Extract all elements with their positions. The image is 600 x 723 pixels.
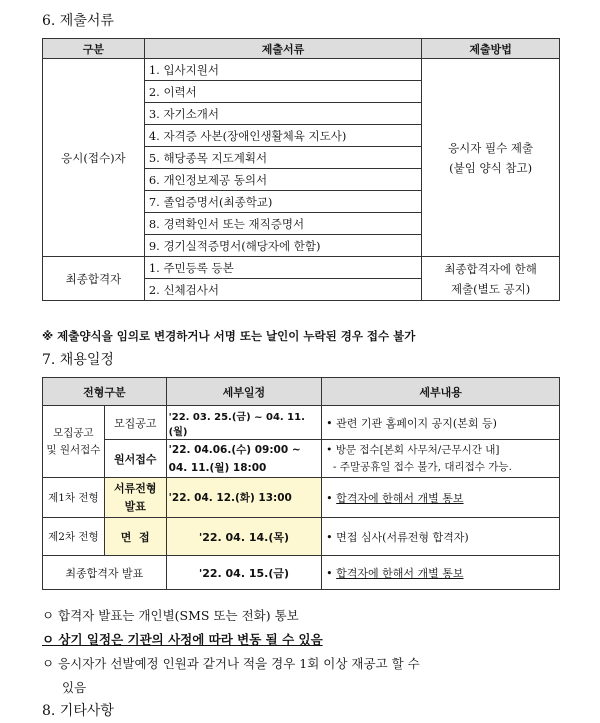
section-6-heading: 6. 제출서류	[42, 13, 114, 29]
detail-document-screening: • 합격자에 한해서 개별 통보	[322, 478, 560, 518]
schedule-application: '22. 04.06.(수) 09:00 ~ 04. 11.(월) 18:00	[166, 440, 322, 478]
group-recruitment-label: 모집공고 및 원서접수	[43, 406, 105, 478]
note-schedule-change: ㅇ 상기 일정은 기관의 사정에 따라 변동 될 수 있음	[42, 632, 323, 647]
document-item: 9. 경기실적증명서(해당자에 한함)	[144, 235, 421, 257]
section-7-heading: 7. 채용일정	[42, 352, 114, 368]
phase-second: 제2차 전형	[43, 518, 105, 556]
document-item: 3. 자기소개서	[144, 103, 421, 125]
header-method: 제출방법	[422, 39, 560, 59]
schedule-notice: '22. 03. 25.(금) ~ 04. 11.(월)	[166, 406, 322, 440]
detail-final-announcement: • 합격자에 한해서 개별 통보	[322, 556, 560, 590]
note-readvertise-cont: 있음	[62, 680, 87, 695]
phase-first: 제1차 전형	[43, 478, 105, 518]
submission-warning: ※ 제출양식을 임의로 변경하거나 서명 또는 날인이 누락된 경우 접수 불가	[42, 329, 416, 343]
document-item: 2. 이력서	[144, 81, 421, 103]
schedule-interview: '22. 04. 14.(목)	[166, 518, 322, 556]
final-method: 최종합격자에 한해 제출(별도 공지)	[422, 257, 560, 301]
note-readvertise: ㅇ 응시자가 선발예정 인원과 같거나 적을 경우 1회 이상 재공고 할 수	[42, 656, 420, 671]
document-item: 6. 개인정보제공 동의서	[144, 169, 421, 191]
stage-interview: 면 접	[104, 518, 166, 556]
schedule-final-announcement: '22. 04. 15.(금)	[166, 556, 322, 590]
detail-interview: • 면접 심사(서류전형 합격자)	[322, 518, 560, 556]
document-item: 4. 자격증 사본(장애인생활체육 지도사)	[144, 125, 421, 147]
header-phase: 전형구분	[43, 378, 167, 406]
document-item: 8. 경력확인서 또는 재직증명서	[144, 213, 421, 235]
document-item: 7. 졸업증명서(최종학교)	[144, 191, 421, 213]
section-8-heading: 8. 기타사항	[42, 703, 114, 719]
stage-application: 원서접수	[104, 440, 166, 478]
header-detail: 세부내용	[322, 378, 560, 406]
header-schedule: 세부일정	[166, 378, 322, 406]
note-result-notification: ㅇ 합격자 발표는 개인별(SMS 또는 전화) 통보	[42, 608, 299, 623]
header-category: 구분	[43, 39, 145, 59]
group-final-label: 최종합격자	[43, 257, 145, 301]
stage-final-announcement: 최종합격자 발표	[43, 556, 167, 590]
schedule-table	[42, 377, 560, 590]
detail-application: • 방문 접수[본회 사무처/근무시간 내] - 주말공휴일 접수 불가, 대리접수 가능.	[322, 440, 560, 478]
header-documents: 제출서류	[144, 39, 421, 59]
document-item: 5. 해당종목 지도계획서	[144, 147, 421, 169]
group-applicant-label: 응시(접수)자	[43, 59, 145, 257]
stage-document-screening: 서류전형 발표	[104, 478, 166, 518]
document-item: 1. 주민등록 등본	[144, 257, 421, 279]
applicant-method: 응시자 필수 제출 (붙임 양식 참고)	[422, 59, 560, 257]
document-item: 1. 입사지원서	[144, 59, 421, 81]
document-item: 2. 신체검사서	[144, 279, 421, 301]
stage-notice: 모집공고	[104, 406, 166, 440]
detail-notice: • 관련 기관 홈페이지 공지(본회 등)	[322, 406, 560, 440]
schedule-document-screening: '22. 04. 12.(화) 13:00	[166, 478, 322, 518]
documents-table	[42, 38, 560, 301]
